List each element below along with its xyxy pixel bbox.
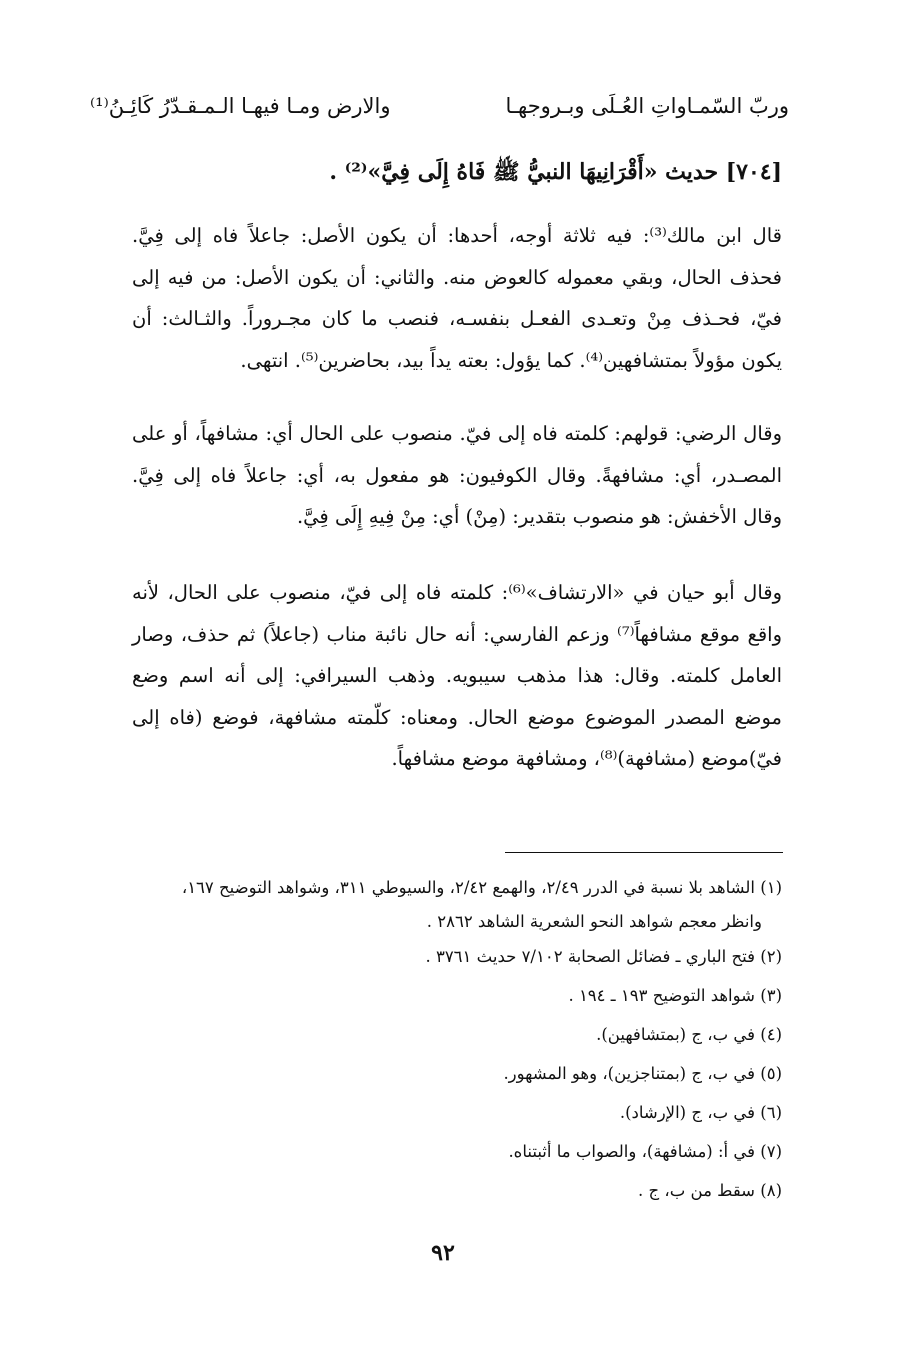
verse-first-hemistich: وربّ السّمـاواتِ العُـلَى وبـروجهـا — [505, 94, 789, 118]
footnote-7: (٧) في أ: (مشافهة)، والصواب ما أثبتناه. — [508, 1142, 782, 1161]
footnote-4: (٤) في ب، ج (بمتشافهين). — [596, 1025, 782, 1044]
footnote-2: (٢) فتح الباري ـ فضائل الصحابة ٧/١٠٢ حديث ٣٧٦١ . — [425, 947, 782, 966]
footnote-6: (٦) في ب، ج (الإرشاد). — [619, 1103, 782, 1122]
poetry-verse — [90, 94, 789, 136]
footnote-1: (١) الشاهد بلا نسبة في الدرر ٢/٤٩، والهمع ٢/٤٢، والسيوطي ٣١١، وشواهد التوضيح ١٦٧، — [181, 878, 782, 897]
paragraph-radi: وقال الرضي: قولهم: كلمته فاه إلى فيّ. منصوب على الحال أي: مشافهاً، أو على المصـدر، أي: مشافهةً. وقال الكوفيون: هو مفعول به، أي: جاعلاً فاه إلى فِيَّ. وقال الأخفش: هو منصوب بتقدير: (مِنْ) أي: مِنْ فِيهِ إِلَى فِيَّ. — [132, 422, 782, 528]
paragraph-abu-hayyan: وقال أبو حيان في «الارتشاف»⁽⁶⁾: كلمته فاه إلى فيّ، منصوب على الحال، لأنه واقع موقع مشافهاً⁽⁷⁾ وزعم الفارسي: أنه حال نائبة مناب (جاعلاً) ثم حذف، وصار العامل كلمته. وقال: هذا مذهب سيبويه. وذهب السيرافي: إلى أنه اسم وضع موضع المصدر الموضوع موضع الحال. ومعناه: كلّمته مشافهة، فوضع (فاه إلى فيّ)موضع (مشافهة)⁽⁸⁾، ومشافهة موضع مشافهاً. — [132, 581, 782, 770]
footnote-divider — [505, 852, 783, 853]
footnote-3: (٣) شواهد التوضيح ١٩٣ ـ ١٩٤ . — [568, 986, 782, 1005]
footnote-1-continuation: وانظر معجم شواهد النحو الشعرية الشاهد ٢٨٦٢ . — [426, 912, 762, 931]
footnotes — [122, 868, 782, 1210]
page-number: ٩٢ — [431, 1240, 455, 1266]
verse-second-hemistich: والارض ومـا فيهـا الـمـقـدّرُ كَائِـنُ⁽¹⁾ — [90, 94, 391, 118]
footnote-8: (٨) سقط من ب، ج . — [638, 1181, 782, 1200]
paragraph-ibn-malik: قال ابن مالك⁽³⁾: فيه ثلاثة أوجه، أحدها: أن يكون الأصل: جاعلاً فاه إلى فِيَّ. فحذف الحال، وبقي معموله كالعوض منه. والثاني: أن يكون الأصل: من فيه إلى فيّ، فحـذف مِنْ وتعـدى الفعـل بنفسـه، فنصب ما كان مجـروراً. والثـالث: أن يكون مؤولاً بمتشافهين⁽⁴⁾. كما يؤول: بعته يداً بيد، بحاضرين⁽⁵⁾. انتهى. — [132, 224, 782, 372]
hadith-heading: [٧٠٤] حديث «أَقْرَانِيهَا النبيُّ ﷺ فَاهُ إِلَى فِيَّ»⁽²⁾ . — [329, 159, 782, 185]
footnote-5: (٥) في ب، ج (بمتناجزين)، وهو المشهور. — [503, 1064, 782, 1083]
